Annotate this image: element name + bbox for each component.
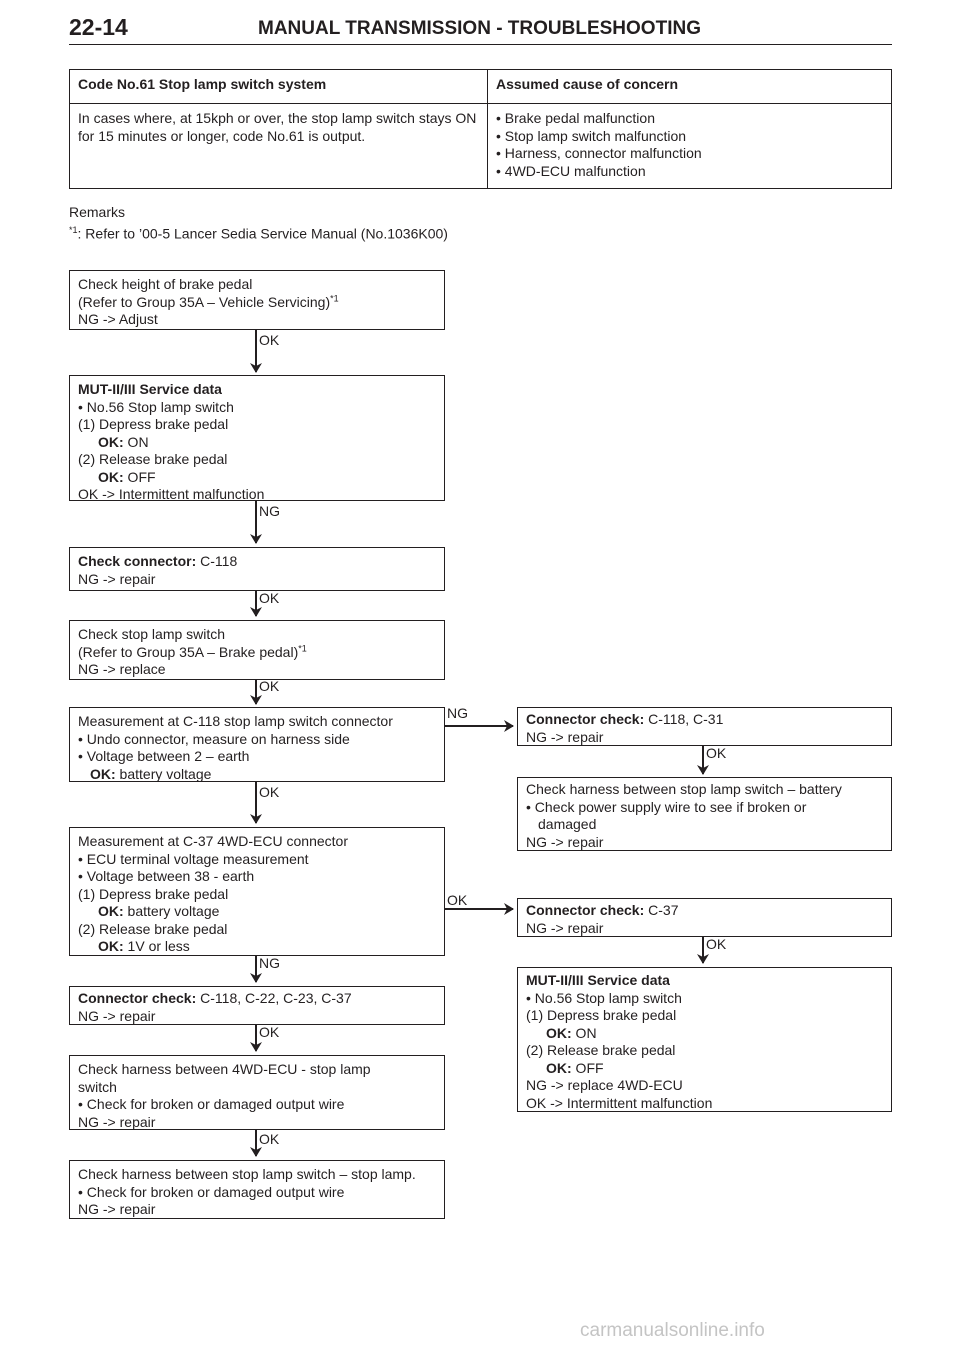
- step-result: NG -> replace 4WD-ECU: [526, 1077, 683, 1093]
- step-mut-service-data: [69, 375, 445, 501]
- code-header: Code No.61 Stop lamp switch system: [70, 70, 488, 104]
- step-text: [78, 294, 436, 312]
- label-ok: OK: [259, 1131, 280, 1147]
- step-result: NG -> repair: [526, 833, 604, 850]
- footnote-mark: *1: [69, 225, 78, 235]
- step-text: (1) Depress brake pedal: [526, 1007, 677, 1023]
- step-text: • No.56 Stop lamp switch: [526, 989, 682, 1006]
- step-text: [78, 644, 436, 662]
- label-ng: NG: [259, 955, 280, 971]
- step-result: NG -> repair: [78, 570, 156, 587]
- step-text: • Check for broken or damaged output wire: [78, 1096, 345, 1112]
- step-reference: (Refer to Group 35A – Brake pedal): [78, 643, 299, 660]
- step-text: switch: [78, 1078, 117, 1095]
- step-text: • Undo connector, measure on harness side: [78, 730, 350, 747]
- label-ok: OK: [259, 784, 280, 800]
- label-ok: OK: [259, 678, 280, 694]
- step-text: damaged: [538, 816, 597, 832]
- step-ok-value: OK: OFF: [546, 1059, 604, 1076]
- step-ok-value: OK: ON: [546, 1024, 597, 1041]
- step-ok-value: OK: ON: [98, 433, 149, 450]
- step-check-harness-switch-lamp: [69, 1160, 445, 1219]
- step-text: Measurement at C-37 4WD-ECU connector: [78, 833, 348, 849]
- step-check-stop-lamp-switch: [69, 620, 445, 680]
- section-number: 22-14: [69, 14, 128, 40]
- step-text: • ECU terminal voltage measurement: [78, 850, 309, 867]
- step-check-harness-switch-battery: [517, 777, 892, 851]
- step-text: (2) Release brake pedal: [526, 1042, 676, 1058]
- step-text: (2) Release brake pedal: [78, 920, 228, 937]
- label-ok: OK: [259, 1024, 280, 1040]
- step-text: Connector check: C-118, C-22, C-23, C-37: [78, 990, 352, 1006]
- label-ok: OK: [259, 590, 280, 606]
- step-text: Check harness between stop lamp switch – stop lamp.: [78, 1166, 416, 1182]
- step-text: Check harness between stop lamp switch – battery: [526, 781, 842, 797]
- step-text: • Check for broken or damaged output wire: [78, 1183, 345, 1200]
- step-text: • Check power supply wire to see if broken or: [526, 798, 807, 815]
- footnote-mark: *1: [298, 642, 307, 653]
- step-result: NG -> repair: [78, 1201, 156, 1217]
- remarks-title: Remarks: [69, 204, 126, 220]
- label-ok: OK: [706, 936, 727, 952]
- step-text: • No.56 Stop lamp switch: [78, 398, 234, 415]
- step-result: NG -> Adjust: [78, 311, 158, 327]
- step-text: Connector check: C-118, C-31: [526, 711, 724, 727]
- label-ok: OK: [706, 745, 727, 761]
- cause-item: • 4WD-ECU malfunction: [496, 162, 646, 179]
- step-title: MUT-II/III Service data: [526, 972, 670, 988]
- step-text: Connector check: C-37: [526, 902, 679, 918]
- code-description: In cases where, at 15kph or over, the stop lamp switch stays ON for 15 minutes or longer, code No.61 is output.: [70, 104, 488, 189]
- step-text: • Voltage between 2 – earth: [78, 748, 250, 764]
- remarks-text: : Refer to ’00-5 Lancer Sedia Service Manual (No.1036K00): [77, 225, 448, 242]
- label-ok: OK: [447, 892, 468, 908]
- step-check-connector: [69, 547, 445, 591]
- step-text: Measurement at C-118 stop lamp switch connector: [78, 713, 393, 729]
- step-ok-value: OK: battery voltage: [98, 903, 220, 919]
- step-result: NG -> repair: [78, 1007, 156, 1024]
- step-text: Check stop lamp switch: [78, 626, 226, 642]
- step-measure-c37: [69, 827, 445, 956]
- cause-item: • Stop lamp switch malfunction: [496, 127, 687, 144]
- step-connector-check-c118-c31: [517, 707, 892, 746]
- step-ok-value: OK: battery voltage: [90, 765, 212, 782]
- label-ng: NG: [259, 503, 280, 519]
- cause-header: Assumed cause of concern: [488, 70, 892, 104]
- step-reference: (Refer to Group 35A – Vehicle Servicing): [78, 293, 331, 310]
- step-connector-check-c37: [517, 898, 892, 937]
- cause-item: • Brake pedal malfunction: [496, 110, 655, 126]
- step-measure-c118: [69, 707, 445, 782]
- step-connector-check-multi: [69, 986, 445, 1025]
- step-text: (1) Depress brake pedal: [78, 885, 229, 902]
- page-title: MANUAL TRANSMISSION - TROUBLESHOOTING: [258, 18, 701, 39]
- cause-item: • Harness, connector malfunction: [496, 145, 702, 161]
- step-text: Check height of brake pedal: [78, 276, 253, 292]
- footnote-mark: *1: [330, 292, 339, 303]
- step-result: NG -> repair: [78, 1113, 156, 1130]
- step-result: OK -> Intermittent malfunction: [78, 486, 265, 502]
- step-text: (1) Depress brake pedal: [78, 416, 229, 432]
- step-result: NG -> replace: [78, 661, 166, 677]
- step-check-harness-ecu-switch: [69, 1055, 445, 1130]
- step-text: Check harness between 4WD-ECU - stop lamp: [78, 1061, 371, 1077]
- step-result: NG -> repair: [526, 919, 604, 936]
- step-result: OK -> Intermittent malfunction: [526, 1094, 713, 1111]
- step-text: (2) Release brake pedal: [78, 451, 228, 467]
- step-result: NG -> repair: [526, 728, 604, 745]
- step-mut-service-data-final: [517, 967, 892, 1112]
- step-text: Check connector: C-118: [78, 553, 238, 569]
- step-title: MUT-II/III Service data: [78, 381, 222, 397]
- step-ok-value: OK: OFF: [98, 468, 156, 485]
- label-ng: NG: [447, 705, 468, 721]
- step-text: • Voltage between 38 - earth: [78, 868, 255, 884]
- watermark: carmanualsonline.info: [580, 1320, 765, 1341]
- step-ok-value: OK: 1V or less: [98, 938, 190, 954]
- label-ok: OK: [259, 332, 280, 348]
- step-check-brake-pedal-height: [69, 270, 445, 330]
